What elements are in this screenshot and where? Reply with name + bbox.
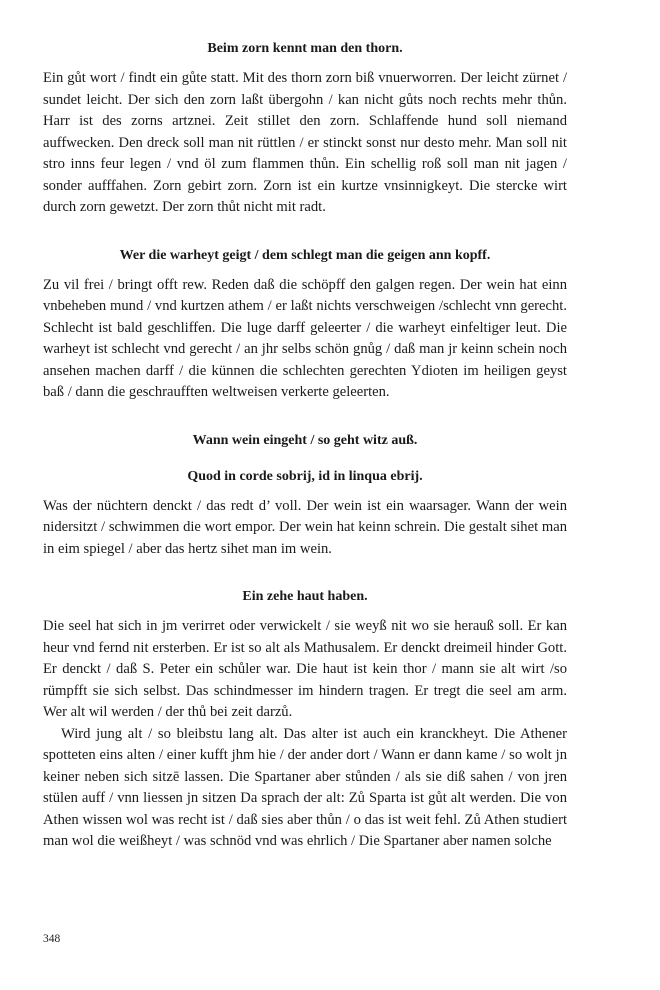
section-heading-1: Beim zorn kennt man den thorn.	[207, 41, 403, 56]
section-3-paragraph-1: Was der nüchtern denckt / das redt d’ voll. Der wein ist ein waarsager. Wann der wein nidersitzt / schwimmen die wort empor. Der wein hat keinn schrein. Die gestalt sihet man in eim spiegel / aber das hertz sihet man im wein.	[43, 497, 567, 557]
section-heading-2: Wer die warheyt geigt / dem schlegt man die geigen ann kopff.	[119, 247, 491, 263]
section-2-paragraph-1: Zu vil frei / bringt offt rew. Reden daß die schöpff den galgen regen. Der wein hat einn vnbeheben mund / vnd kurtzen athem / er laßt nichts verschweigen /schlecht vnn gerecht. Schlecht ist bald geschliffen. Die luge darff geleerter / die warheyt einfeltiger leut. Die warheyt ist schlecht vnd gerecht / an jhr selbs schön gnůg / daß man jr keinn schein noch ansehen machen darff / die künnen die schlechten gerechten Ydioten im heiligen geyst baß / dann die geschraufften weltweisen verkerte geleerten.	[43, 276, 567, 400]
section-1-paragraph-1: Ein gůt wort / findt ein gůte statt. Mit des thorn zorn biß vnuerworren. Der leicht zürnet / sundet leicht. Der sich den zorn laßt übergohn / kan nicht gůts noch rechts mehr thůn. Harr ist des zorns artznei. Zeit stillet den zorn. Schlaffende hund soll niemand auffwecken. Den dreck soll man nit rüttlen / er stinckt sonst nur desto mehr. Man soll nit stro inns feur legen / vnd öl zum flammen thůn. Ein schellig roß soll man nit jagen / sonder aufffahen. Zorn gebirt zorn. Zorn ist ein kurtze vnsinnigkeyt. Die stercke wirt durch zorn gewetzt. Der zorn thůt nicht mit radt.	[43, 70, 567, 215]
section-heading-3: Wann wein eingeht / so geht witz auß.	[192, 432, 418, 448]
page-body	[43, 40, 567, 853]
section-subheading-3: Quod in corde sobrij, id in linqua ebrij.	[187, 468, 423, 484]
section-4-paragraph-2: Wird jung alt / so bleibstu lang alt. Das alter ist auch ein kranckheyt. Die Athener spotteten eins alten / einer kufft jhm hie / der ander dort / Wann er dann kame / so wolt jn keiner neben sich sitzē lassen. Die Spartaner aber stůnden / als sie diß sahen / von jren stülen auff / vnn liessen jn sitzen Da sprach der alt: Zů Sparta ist gůt alt werden. Die von Athen wissen wol was recht ist / daß sies aber thůn / o das ist weit fehl. Zů Athen studiert man wol die weißheyt / was schnöd vnd was ehrlich / Die Spartaner aber namen solche	[43, 725, 567, 849]
section-heading-4: Ein zehe haut haben.	[242, 589, 368, 604]
section-4-paragraph-1: Die seel hat sich in jm verirret oder verwickelt / sie weyß nit wo sie herauß soll. Er kan heur vnd fernd nit ersterben. Er ist so alt als Mathusalem. Er denckt dreimeil hinder Gott. Er denckt / daß S. Peter ein schůler war. Die haut ist kein thor / mann sie alt wirt /so rümpfft sie sich selbst. Das schindmesser im hindern tragen. Er tregt die seel am arm. Wer alt wil werden / der thů bei zeit darzů.	[43, 618, 567, 720]
page-number: 348	[43, 933, 61, 945]
